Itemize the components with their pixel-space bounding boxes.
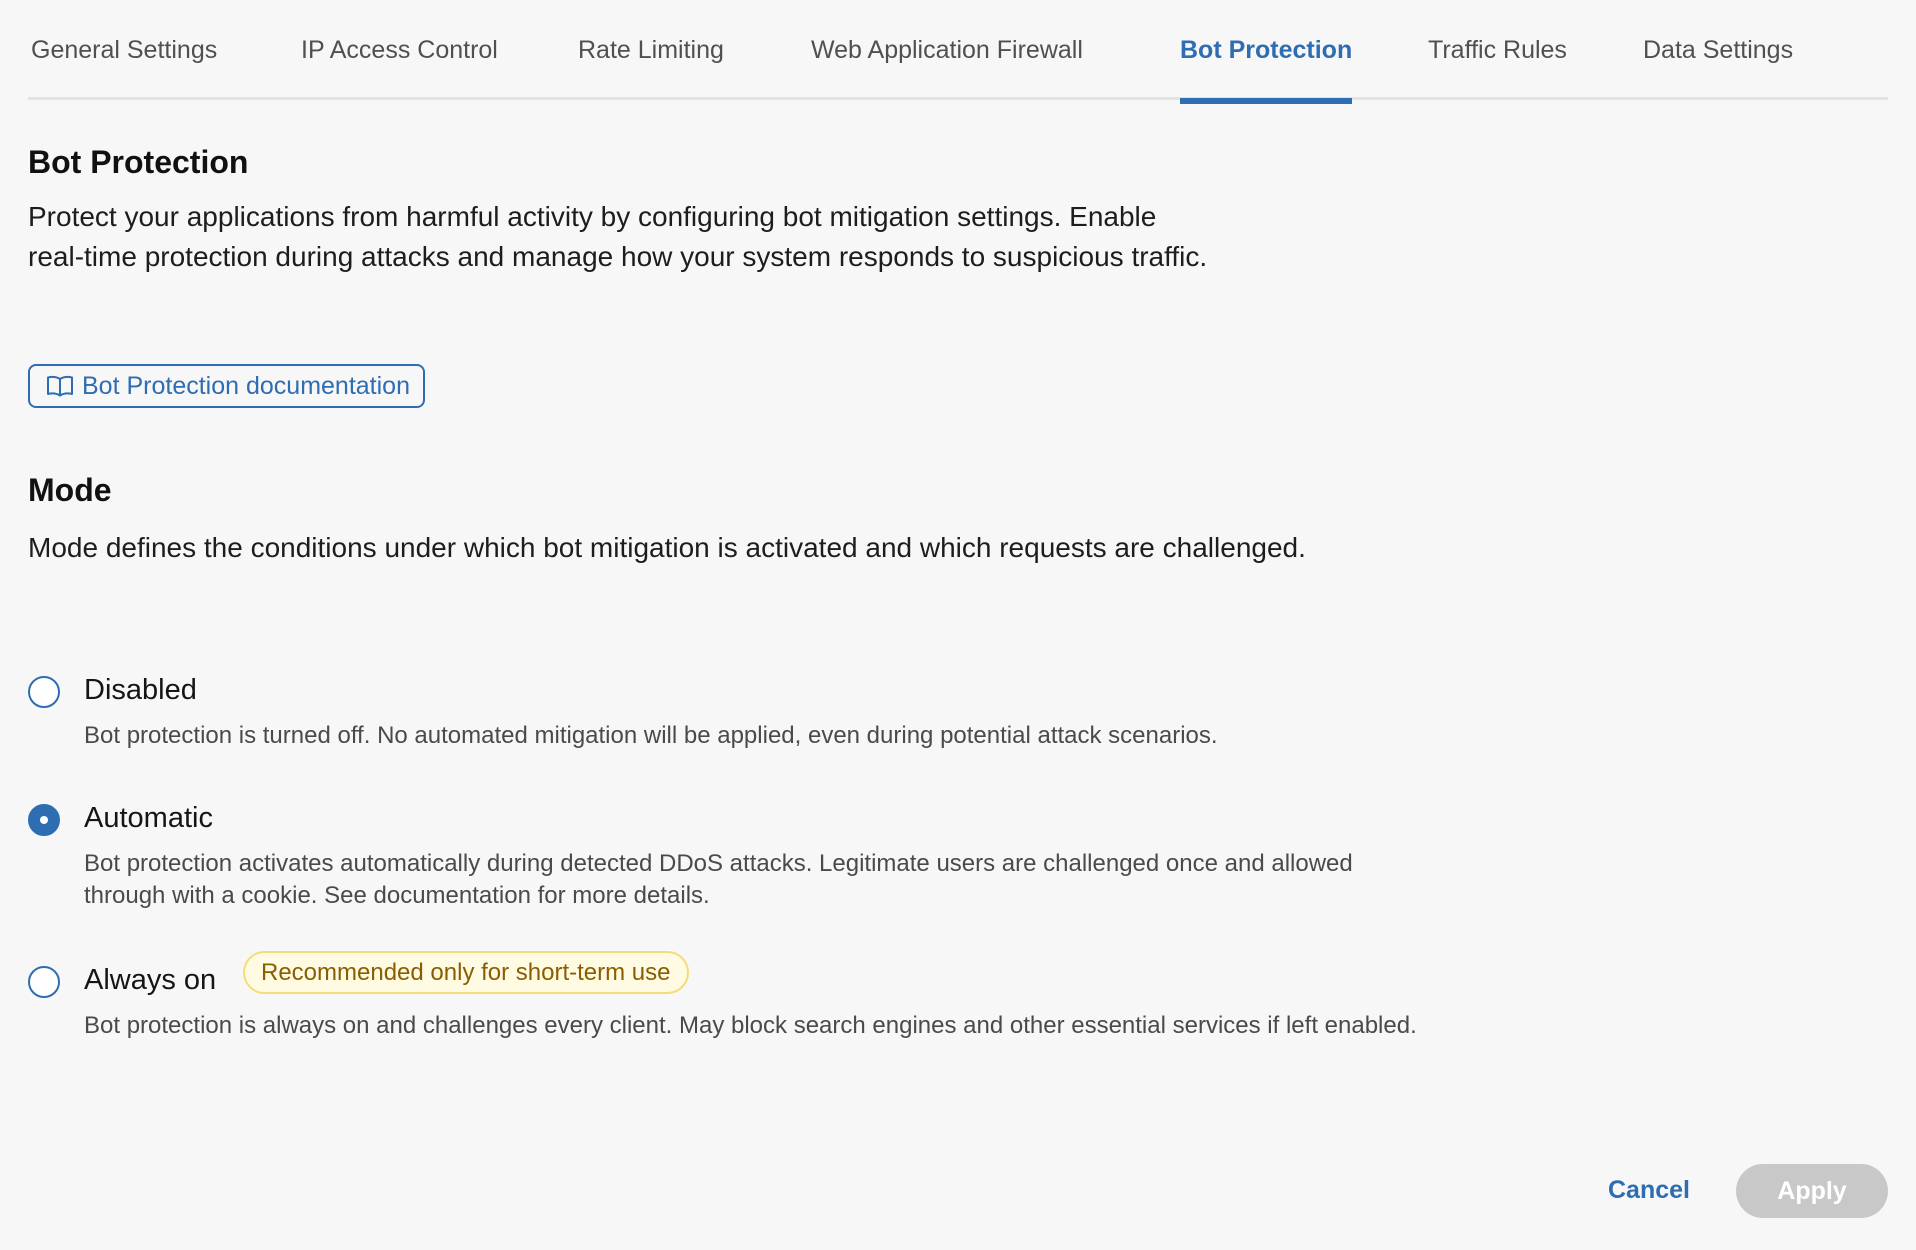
- tab-data-settings[interactable]: Data Settings: [1643, 36, 1794, 64]
- page-title: Bot Protection: [28, 144, 249, 180]
- option-label-automatic[interactable]: Automatic: [84, 802, 213, 834]
- documentation-link-button[interactable]: [28, 364, 425, 408]
- cancel-button[interactable]: Cancel: [1590, 1164, 1708, 1216]
- apply-button[interactable]: Apply: [1736, 1164, 1888, 1218]
- option-description-always-on: Bot protection is always on and challenges every client. May block search engines and other essential services if left enabled.: [84, 1012, 1417, 1039]
- radio-disabled[interactable]: [28, 676, 60, 708]
- tab-general-settings[interactable]: General Settings: [31, 36, 218, 64]
- documentation-link-label: Bot Protection documentation: [82, 371, 410, 400]
- tab-rate-limiting[interactable]: Rate Limiting: [578, 36, 724, 64]
- tab-traffic-rules[interactable]: Traffic Rules: [1428, 36, 1567, 64]
- mode-description: Mode defines the conditions under which bot mitigation is activated and which requests are challenged.: [28, 532, 1306, 563]
- radio-always-on[interactable]: [28, 966, 60, 998]
- page-description: Protect your applications from harmful activity by configuring bot mitigation settings. Enable real-time protection during attacks and manage how your system responds to suspicious traffic.: [28, 201, 1208, 272]
- option-description-automatic: Bot protection activates automatically during detected DDoS attacks. Legitimate users are challenged once and allowed through with a cookie. See documentation for more details.: [84, 850, 1353, 909]
- recommendation-badge: Recommended only for short-term use: [243, 951, 689, 994]
- book-open-icon: [46, 374, 74, 398]
- tab-bot-protection[interactable]: Bot Protection: [1180, 36, 1352, 100]
- tab-web-application-firewall[interactable]: Web Application Firewall: [811, 36, 1083, 64]
- mode-heading: Mode: [28, 472, 112, 508]
- tab-ip-access-control[interactable]: IP Access Control: [301, 36, 498, 64]
- option-description-disabled: Bot protection is turned off. No automated mitigation will be applied, even during potential attack scenarios.: [84, 722, 1218, 749]
- settings-tabs: [28, 0, 1888, 100]
- option-label-disabled[interactable]: Disabled: [84, 674, 197, 706]
- radio-automatic[interactable]: [28, 804, 60, 836]
- option-label-always-on[interactable]: Always on: [84, 964, 217, 996]
